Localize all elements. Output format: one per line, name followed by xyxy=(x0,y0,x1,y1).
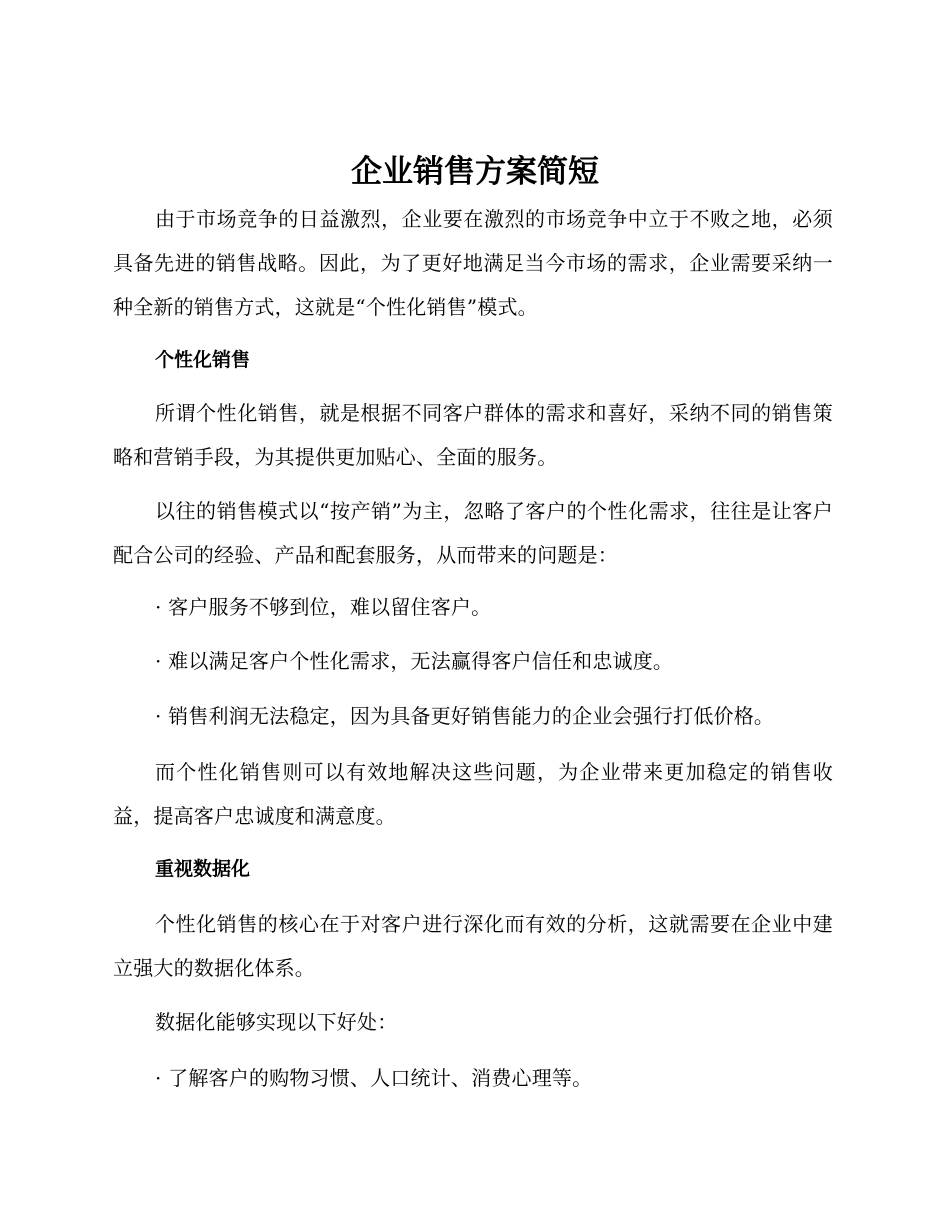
bullet-item: · 客户服务不够到位，难以留住客户。 xyxy=(155,595,492,619)
document-title: 企业销售方案简短 xyxy=(351,154,599,190)
section2-paragraph-2: 数据化能够实现以下好处： xyxy=(155,1010,398,1034)
bullet-item: · 了解客户的购物习惯、人口统计、消费心理等。 xyxy=(155,1066,593,1090)
section1-paragraph-2: 以往的销售模式以“按产销”为主，忽略了客户的个性化需求，往往是让客户配合公司的经验、产品和配套服务，从而带来的问题是： xyxy=(113,499,833,567)
section2-paragraph-1: 个性化销售的核心在于对客户进行深化而有效的分析，这就需要在企业中建立强大的数据化体系。 xyxy=(113,912,833,980)
section-heading-data-driven: 重视数据化 xyxy=(155,858,251,880)
intro-paragraph: 由于市场竞争的日益激烈，企业要在激烈的市场竞争中立于不败之地，必须具备先进的销售战略。因此，为了更好地满足当今市场的需求，企业需要采纳一种全新的销售方式，这就是“个性化销售”模式。 xyxy=(113,207,833,319)
section1-paragraph-3: 而个性化销售则可以有效地解决这些问题，为企业带来更加稳定的销售收益，提高客户忠诚度和满意度。 xyxy=(113,760,833,828)
section-heading-personalized-sales: 个性化销售 xyxy=(155,349,251,371)
section1-paragraph-1: 所谓个性化销售，就是根据不同客户群体的需求和喜好，采纳不同的销售策略和营销手段，为其提供更加贴心、全面的服务。 xyxy=(113,401,833,469)
bullet-item: · 难以满足客户个性化需求，无法赢得客户信任和忠诚度。 xyxy=(155,649,674,673)
bullet-item: · 销售利润无法稳定，因为具备更好销售能力的企业会强行打低价格。 xyxy=(155,704,775,728)
